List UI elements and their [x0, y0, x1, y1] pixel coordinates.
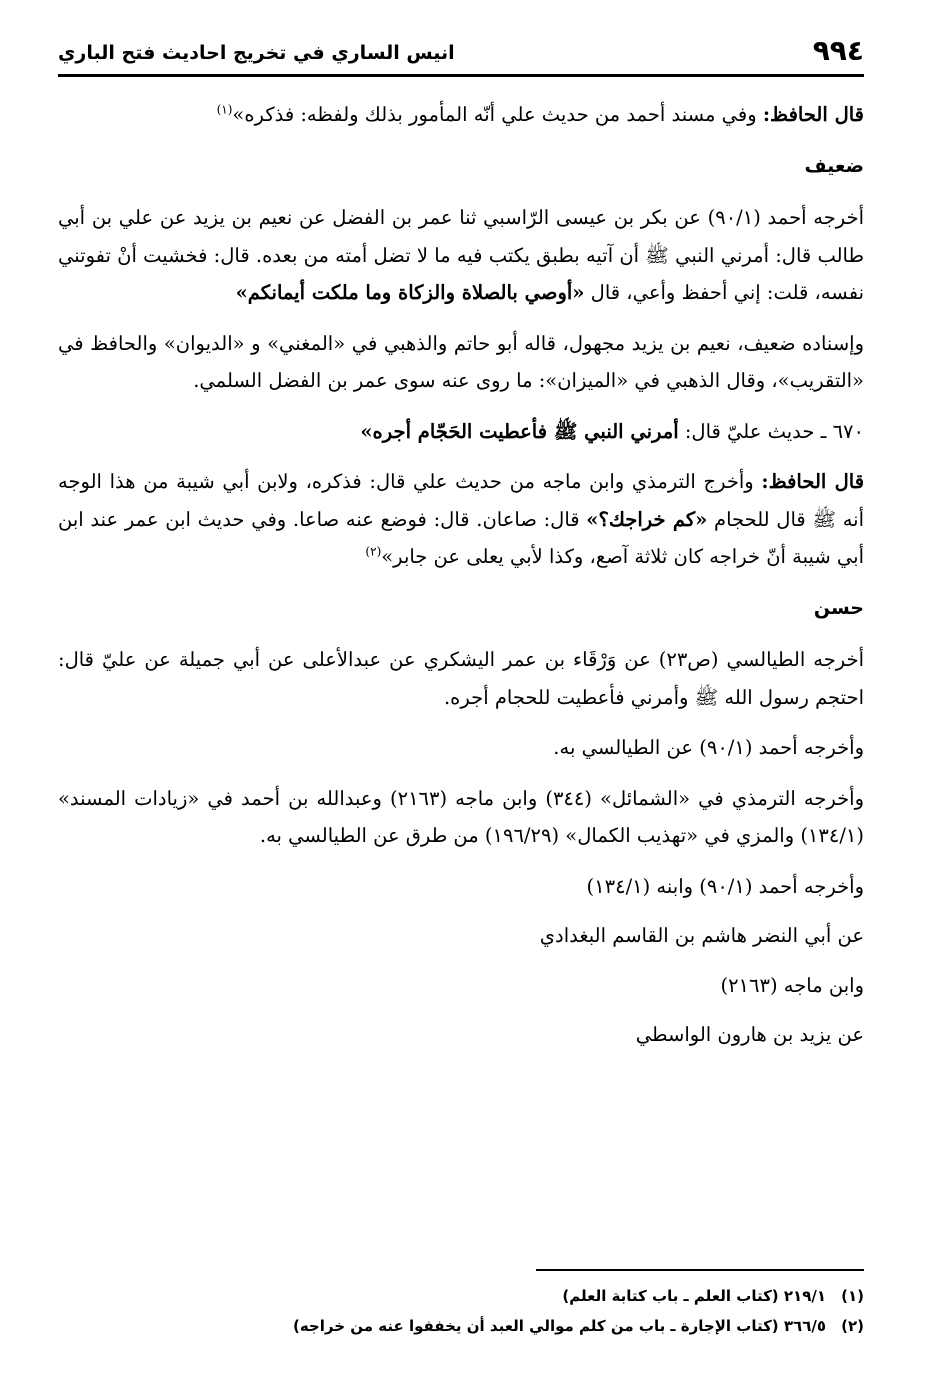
paragraph-text: أخرجه أحمد (٩٠/١) عن بكر بن عيسى الرّاسبي ثنا عمر بن الفضل عن نعيم بن يزيد عن علي بن أبي طالب قال: أمرني النبي ﷺ أن آتيه بطبق يكتب فيه ما لا تضل أمته من بعده. قال: فخشيت أنْ تفوتني نفسه، قلت: إني أحفظ وأعي، قال	[58, 206, 864, 304]
footnote-rule-line	[536, 1269, 864, 1271]
footnote-number: (١)	[841, 1287, 864, 1305]
hafiz-label: قال الحافظ:	[761, 470, 865, 493]
paragraph-hafiz-quote-2	[58, 463, 864, 576]
hadith-text-bold: أمرني النبي ﷺ فأعطيت الحَجّام أجره»	[360, 419, 679, 443]
paragraph-takhrij-5: وأخرجه أحمد (٩٠/١) وابنه (١٣٤/١)	[586, 874, 864, 898]
paragraph-narrator-1: عن أبي النضر هاشم بن القاسم البغدادي	[539, 924, 864, 947]
footnote-ref-2: (٢)	[365, 544, 382, 559]
footnote-text: ٢١٩/١ (كتاب العلم ـ باب كتابة العلم)	[562, 1287, 826, 1305]
paragraph-isnad-note: وإسناده ضعيف، نعيم بن يزيد مجهول، قاله أبو حاتم والذهبي في «المغني» و «الديوان» والحافظ في «التقريب»، وقال الذهبي في «الميزان»: ما روى عنه سوى عمر بن الفضل السلمي.	[58, 331, 864, 392]
running-book-title: انيس الساري في تخريج احاديث فتح الباري	[58, 42, 455, 64]
paragraph-text-continued: قال: صاعان. قال: فوضع عنه صاعا. وفي حديث ابن عمر عند ابن أبي شيبة أنّ خراجه كان ثلاثة آصع، وكذا لأبي يعلى عن جابر»	[58, 507, 864, 568]
quoted-text-bold: «أوصي بالصلاة والزكاة وما ملكت أيمانكم»	[235, 281, 585, 304]
paragraph-takhrij-4: وأخرجه الترمذي في «الشمائل» (٣٤٤) وابن ماجه (٢١٦٣) وعبدالله بن أحمد في «زيادات المسند» (١٣٤/١) والمزي في «تهذيب الكمال» (١٩٦/٢٩) من طرق عن الطيالسي به.	[58, 786, 864, 847]
paragraph-text: وأخرج الترمذي وابن ماجه من حديث علي قال: فذكره، ولابن أبي شيبة من هذا الوجه أنه ﷺ قال للحجام	[58, 470, 865, 531]
paragraph-takhrij-1	[58, 199, 864, 312]
page-number: ٩٩٤	[812, 34, 864, 67]
page-body	[58, 96, 864, 1066]
footnote-2	[58, 1314, 864, 1339]
paragraph-takhrij-3: وأخرجه أحمد (٩٠/١) عن الطيالسي به.	[553, 736, 864, 759]
paragraph-takhrij-6: وابن ماجه (٢١٦٣)	[720, 973, 864, 997]
hafiz-label: قال الحافظ:	[762, 103, 864, 126]
hadith-entry-670	[58, 413, 864, 451]
paragraph-takhrij-2: أخرجه الطيالسي (ص٢٣) عن وَرْقَاء بن عمر اليشكري عن عبدالأعلى عن أبي جميلة عن عليّ قال: احتجم رسول الله ﷺ وأمرني فأعطيت للحجام أجره.	[58, 648, 864, 709]
footnotes	[58, 1284, 864, 1344]
paragraph-hafiz-quote-1	[58, 96, 864, 134]
footnote-ref-1: (١)	[216, 102, 233, 117]
quoted-text-bold: «كم خراجك؟»	[586, 507, 708, 531]
grading-heading-good: حسن	[813, 596, 864, 619]
page-header	[58, 34, 864, 77]
paragraph-narrator-2: عن يزيد بن هارون الواسطي	[635, 1023, 864, 1046]
footnote-number: (٢)	[841, 1317, 864, 1335]
footnote-1	[58, 1284, 864, 1309]
hadith-number-prefix: ٦٧٠ ـ حديث عليّ قال:	[678, 419, 864, 443]
footnote-text: ٣٦٦/٥ (كتاب الإجارة ـ باب من كلم موالي العبد أن يخففوا عنه من خراجه)	[292, 1317, 826, 1335]
grading-heading-weak: ضعيف	[804, 154, 864, 177]
book-page	[58, 34, 865, 1335]
paragraph-text: وفي مسند أحمد من حديث علي أنّه المأمور بذلك ولفظه: فذكره»	[232, 103, 763, 126]
